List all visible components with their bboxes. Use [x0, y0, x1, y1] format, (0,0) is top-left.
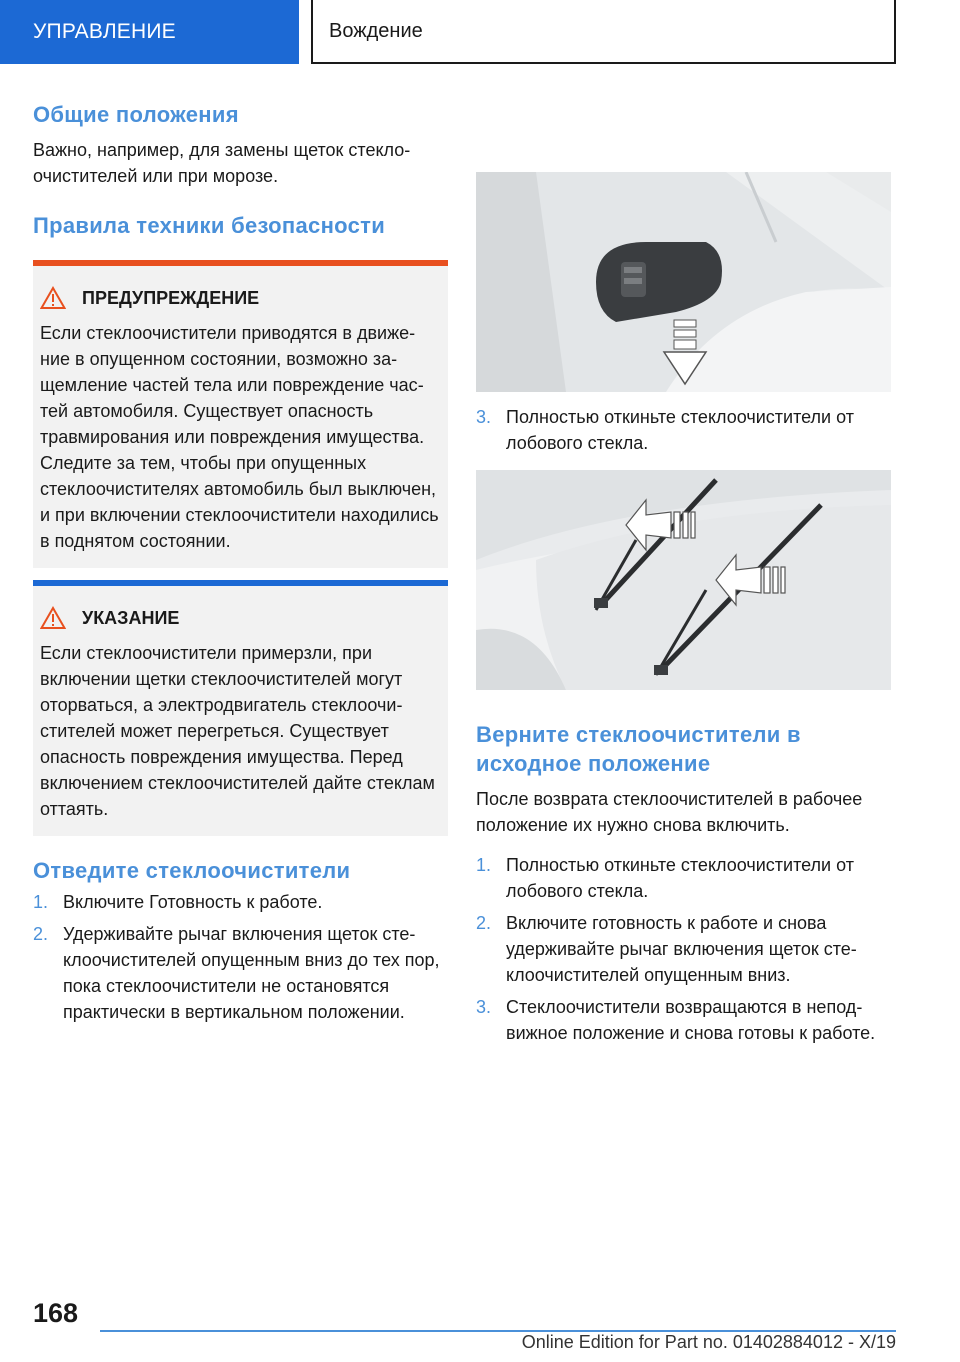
general-heading: Общие положения	[33, 102, 239, 127]
notice-text: Если стеклоочистители примерзли, при включении щетки стеклоочистителей могут оторваться, а электродвигатель стеклоочистителей может перегреться. Существует опасность повреждения имущества. Перед включением стеклоочистителей дайте стеклам оттаять.	[40, 643, 435, 819]
notice-box	[33, 580, 448, 836]
list-item: 2. Включите готовность к работе и снова удерживайте рычаг включения щеток стеклоочистителей опущенным вниз.	[476, 913, 857, 985]
fold-away-steps	[33, 889, 448, 1025]
right-column	[476, 100, 891, 1052]
safety-heading: Правила техники безопасности	[33, 213, 386, 238]
warning-text: Если стеклоочистители приводятся в движение в опущенном состоянии, возможно защемление частей тела или повреждение частей автомобиля. Существует опасность травмирования или повреждения имущества. Следите за тем, чтобы при опущенных стеклоочистителях автомобиль был выключен, и при включении стеклоочистители находились в поднятом состоянии.	[40, 323, 439, 551]
fold-back-heading: Верните стеклоочистители в исходное положение	[476, 722, 801, 776]
list-item: 3. Полностью откиньте стеклоочистители от лобового стекла.	[476, 407, 854, 453]
edition-text[interactable]: Online Edition for Part no. 01402884012 - X/19	[521, 1332, 896, 1352]
notice-label: УКАЗАНИЕ	[82, 607, 180, 628]
warning-label: ПРЕДУПРЕЖДЕНИЕ	[82, 287, 260, 308]
list-item: 3. Стеклоочистители возвращаются в неподвижное положение и снова готовы к работе.	[476, 997, 876, 1043]
warning-box	[33, 260, 448, 568]
fold-away-heading: Отведите стеклоочистители	[33, 858, 351, 883]
page-number: 168	[33, 1298, 79, 1328]
notice-triangle-icon	[40, 606, 66, 630]
warning-triangle-icon	[40, 286, 66, 310]
column-continuation-spacer	[476, 100, 891, 172]
general-text: Важно, например, для замены щеток стеклоочистителей или при морозе.	[33, 140, 411, 186]
fold-back-intro: После возврата стеклоочистителей в рабочее положение их нужно снова включить.	[476, 789, 863, 835]
windshield-wipers-image	[476, 470, 891, 690]
left-column	[33, 100, 448, 1031]
chapter-title: Вождение	[311, 0, 896, 64]
fold-away-steps-cont	[476, 404, 891, 456]
wiper-lever-image	[476, 172, 891, 392]
section-tab[interactable]: УПРАВЛЕНИЕ	[0, 0, 299, 64]
list-item: 2. Удерживайте рычаг включения щеток стеклоочистителей опущенным вниз до тех пор, пока стеклоочистители не остановятся практически в вертикальном положении.	[33, 924, 440, 1022]
list-item: 1. Полностью откиньте стеклоочистители от лобового стекла.	[476, 855, 854, 901]
list-item: 1. Включите Готовность к работе.	[33, 892, 323, 912]
fold-back-steps	[476, 852, 891, 1046]
